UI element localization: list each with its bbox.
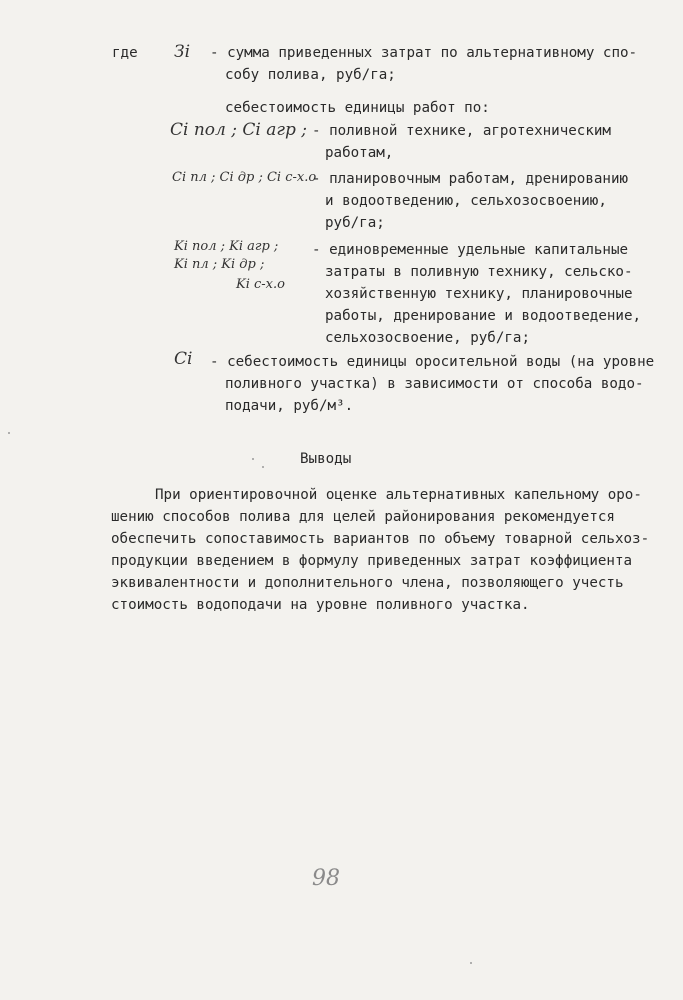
- group-1-line-1: - поливной технике, агротехническим: [312, 123, 611, 139]
- conclusion-line-4: продукции введением в формулу приведенных затрат коэффициента: [111, 553, 633, 569]
- conclusion-line-6: стоимость водоподачи на уровне поливного участка.: [111, 597, 530, 613]
- symbols-group-3-line-3: Ki с-х.о: [236, 277, 285, 292]
- symbol-c-i: Ci: [174, 349, 193, 369]
- conclusion-line-3: обеспечить сопоставимость вариантов по объему товарной сельхоз-: [111, 531, 650, 547]
- section-title: Выводы: [300, 451, 352, 467]
- conclusion-line-1: При ориентировочной оценке альтернативных капельному оро-: [155, 487, 642, 503]
- group-3-line-1: - единовременные удельные капитальные: [312, 242, 629, 258]
- scan-speck: [470, 962, 472, 964]
- page-number: 98: [312, 866, 340, 891]
- group-2-line-2: и водоотведению, сельхозосвоению,: [325, 193, 607, 209]
- cost-intro: себестоимость единицы работ по:: [225, 100, 490, 116]
- group-3-line-5: сельхозосвоение, руб/га;: [325, 330, 530, 346]
- conclusion-line-5: эквивалентности и дополнительного члена, позволяющего учесть: [111, 575, 624, 591]
- intro-word: где: [112, 45, 138, 61]
- scan-speck: [252, 458, 254, 460]
- group-3-line-4: работы, дренирование и водоотведение,: [325, 308, 642, 324]
- group-3-line-3: хозяйственную технику, планировочные: [325, 286, 633, 302]
- symbol-z-i: Зi: [174, 42, 191, 62]
- group-3-line-2: затраты в поливную технику, сельско-: [325, 264, 633, 280]
- scan-speck: [262, 466, 264, 468]
- group-4-line-2: поливного участка) в зависимости от способа водо-: [225, 376, 644, 392]
- group-4-line-3: подачи, руб/м³.: [225, 398, 354, 414]
- symbols-group-1: Ci пол ; Ci агр ;: [170, 120, 307, 140]
- group-2-line-1: - планировочным работам, дренированию: [312, 171, 629, 187]
- symbols-group-2: Ci пл ; Ci др ; Ci с-х.о: [172, 170, 317, 185]
- def-z-line-1: - сумма приведенных затрат по альтернативному спо-: [210, 45, 638, 61]
- scan-speck: [8, 432, 10, 434]
- conclusion-line-2: шению способов полива для целей районирования рекомендуется: [111, 509, 615, 525]
- group-1-line-2: работам,: [325, 145, 394, 161]
- symbols-group-3-line-2: Ki пл ; Ki др ;: [174, 257, 265, 272]
- group-2-line-3: руб/га;: [325, 215, 385, 231]
- group-4-line-1: - себестоимость единицы оросительной воды (на уровне: [210, 354, 655, 370]
- symbols-group-3-line-1: Ki пол ; Ki агр ;: [174, 239, 279, 254]
- def-z-line-2: собу полива, руб/га;: [225, 67, 396, 83]
